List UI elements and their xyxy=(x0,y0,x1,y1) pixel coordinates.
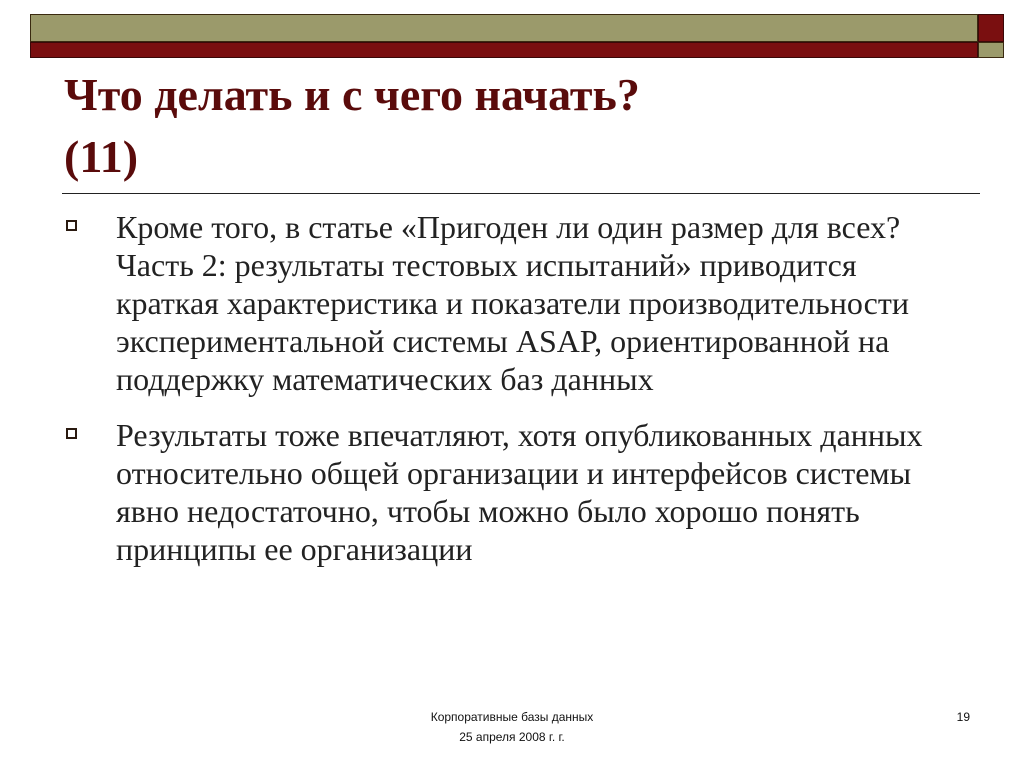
slide-title-line2: (11) xyxy=(64,131,139,182)
footer-date: 25 апреля 2008 г. г. xyxy=(459,730,565,744)
corner-square-maroon xyxy=(978,14,1004,42)
bullet-item xyxy=(64,416,964,568)
bullet-item xyxy=(64,208,964,398)
header-band-olive xyxy=(30,14,978,42)
title-divider xyxy=(62,193,980,194)
bullet-list xyxy=(64,208,964,586)
header-band xyxy=(30,14,978,58)
footer-course: Корпоративные базы данных xyxy=(430,710,594,724)
square-bullet-icon xyxy=(66,220,77,231)
slide-title-line1: Что делать и с чего начать? xyxy=(64,69,640,120)
page-number: 19 xyxy=(956,710,970,724)
square-bullet-icon xyxy=(66,428,77,439)
corner-square-olive xyxy=(978,42,1004,58)
slide-title xyxy=(64,64,944,188)
bullet-text: Результаты тоже впечатляют, хотя опубликованных данных относительно общей организации и интерфейсов системы явно недостаточно, чтобы можно было хорошо понять принципы ее организации xyxy=(116,417,923,567)
footer-info xyxy=(380,707,644,747)
header-band-maroon xyxy=(30,42,978,58)
bullet-text: Кроме того, в статье «Пригоден ли один размер для всех? Часть 2: результаты тестовых испытаний» приводится краткая характеристика и показатели производительности экспериментальной системы ASAP, ориентированной на поддержку математических баз данных xyxy=(116,209,909,397)
